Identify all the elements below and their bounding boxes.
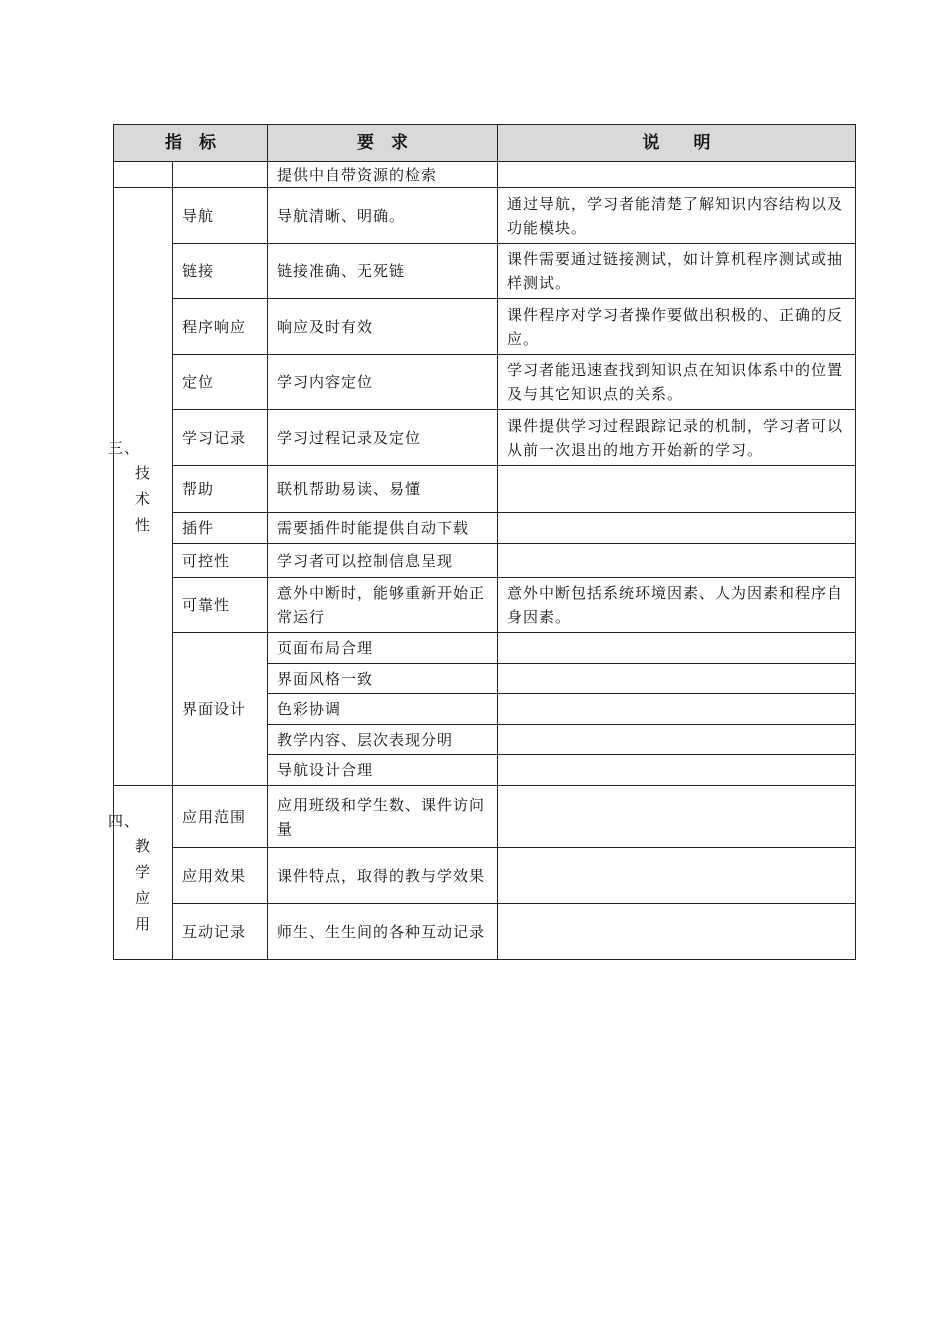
item-cell: 互动记录	[173, 904, 268, 960]
item-cell: 插件	[173, 513, 268, 544]
table-row	[114, 904, 856, 960]
table-row	[114, 162, 856, 188]
note-cell	[498, 694, 856, 725]
requirement-cell: 联机帮助易读、易懂	[268, 466, 498, 513]
note-cell: 通过导航，学习者能清楚了解知识内容结构以及功能模块。	[498, 188, 856, 244]
item-cell-empty	[173, 162, 268, 188]
item-cell: 帮助	[173, 466, 268, 513]
note-cell	[498, 786, 856, 848]
criteria-table	[108, 124, 856, 960]
header-indicator: 指 标	[114, 125, 268, 162]
table-row	[114, 466, 856, 513]
item-cell: 应用范围	[173, 786, 268, 848]
requirement-cell: 课件特点，取得的教与学效果	[268, 848, 498, 904]
item-cell: 界面设计	[173, 633, 268, 786]
requirement-cell: 页面布局合理	[268, 633, 498, 664]
item-cell: 定位	[173, 355, 268, 410]
requirement-cell: 意外中断时，能够重新开始正常运行	[268, 578, 498, 633]
requirement-cell: 教学内容、层次表现分明	[268, 725, 498, 755]
note-cell: 课件程序对学习者操作要做出积极的、正确的反应。	[498, 299, 856, 355]
table-row	[114, 544, 856, 578]
note-cell	[498, 848, 856, 904]
table-row	[114, 513, 856, 544]
note-cell	[498, 725, 856, 755]
table-row	[114, 299, 856, 355]
table-row	[114, 848, 856, 904]
item-cell: 学习记录	[173, 410, 268, 466]
requirement-cell: 界面风格一致	[268, 664, 498, 694]
item-cell: 可控性	[173, 544, 268, 578]
requirement-cell: 色彩协调	[268, 694, 498, 725]
table-row	[114, 244, 856, 299]
requirement-cell: 响应及时有效	[268, 299, 498, 355]
category-name: 技术性	[134, 463, 151, 534]
requirement-cell: 链接准确、无死链	[268, 244, 498, 299]
requirement-cell: 师生、生生间的各种互动记录	[268, 904, 498, 960]
note-cell	[498, 162, 856, 188]
note-cell: 课件需要通过链接测试，如计算机程序测试或抽样测试。	[498, 244, 856, 299]
item-cell: 可靠性	[173, 578, 268, 633]
category-number: 三、	[108, 438, 141, 457]
table-row	[114, 188, 856, 244]
item-cell: 应用效果	[173, 848, 268, 904]
note-cell	[498, 466, 856, 513]
note-cell	[498, 904, 856, 960]
note-cell: 学习者能迅速查找到知识点在知识体系中的位置及与其它知识点的关系。	[498, 355, 856, 410]
table-row	[114, 410, 856, 466]
table-row	[114, 633, 856, 664]
table-row	[114, 355, 856, 410]
requirement-cell: 应用班级和学生数、课件访问量	[268, 786, 498, 848]
requirement-cell: 导航清晰、明确。	[268, 188, 498, 244]
note-cell	[498, 544, 856, 578]
item-cell: 程序响应	[173, 299, 268, 355]
table-row	[114, 578, 856, 633]
note-cell	[498, 664, 856, 694]
requirement-cell: 导航设计合理	[268, 755, 498, 786]
category-name: 教学应用	[134, 836, 151, 933]
category-number: 四、	[108, 811, 141, 830]
category-cell-empty	[114, 162, 173, 188]
requirement-cell: 学习者可以控制信息呈现	[268, 544, 498, 578]
requirement-cell: 提供中自带资源的检索	[268, 162, 498, 188]
header-requirement: 要 求	[268, 125, 498, 162]
requirement-cell: 学习内容定位	[268, 355, 498, 410]
header-row	[114, 125, 856, 162]
note-cell: 意外中断包括系统环境因素、人为因素和程序自身因素。	[498, 578, 856, 633]
note-cell: 课件提供学习过程跟踪记录的机制，学习者可以从前一次退出的地方开始新的学习。	[498, 410, 856, 466]
requirement-cell: 学习过程记录及定位	[268, 410, 498, 466]
category-technical	[108, 188, 173, 786]
note-cell	[498, 513, 856, 544]
item-cell: 导航	[173, 188, 268, 244]
header-description: 说 明	[498, 125, 856, 162]
item-cell: 链接	[173, 244, 268, 299]
note-cell	[498, 633, 856, 664]
note-cell	[498, 755, 856, 786]
category-application	[108, 786, 173, 960]
table-row	[114, 786, 856, 848]
requirement-cell: 需要插件时能提供自动下载	[268, 513, 498, 544]
